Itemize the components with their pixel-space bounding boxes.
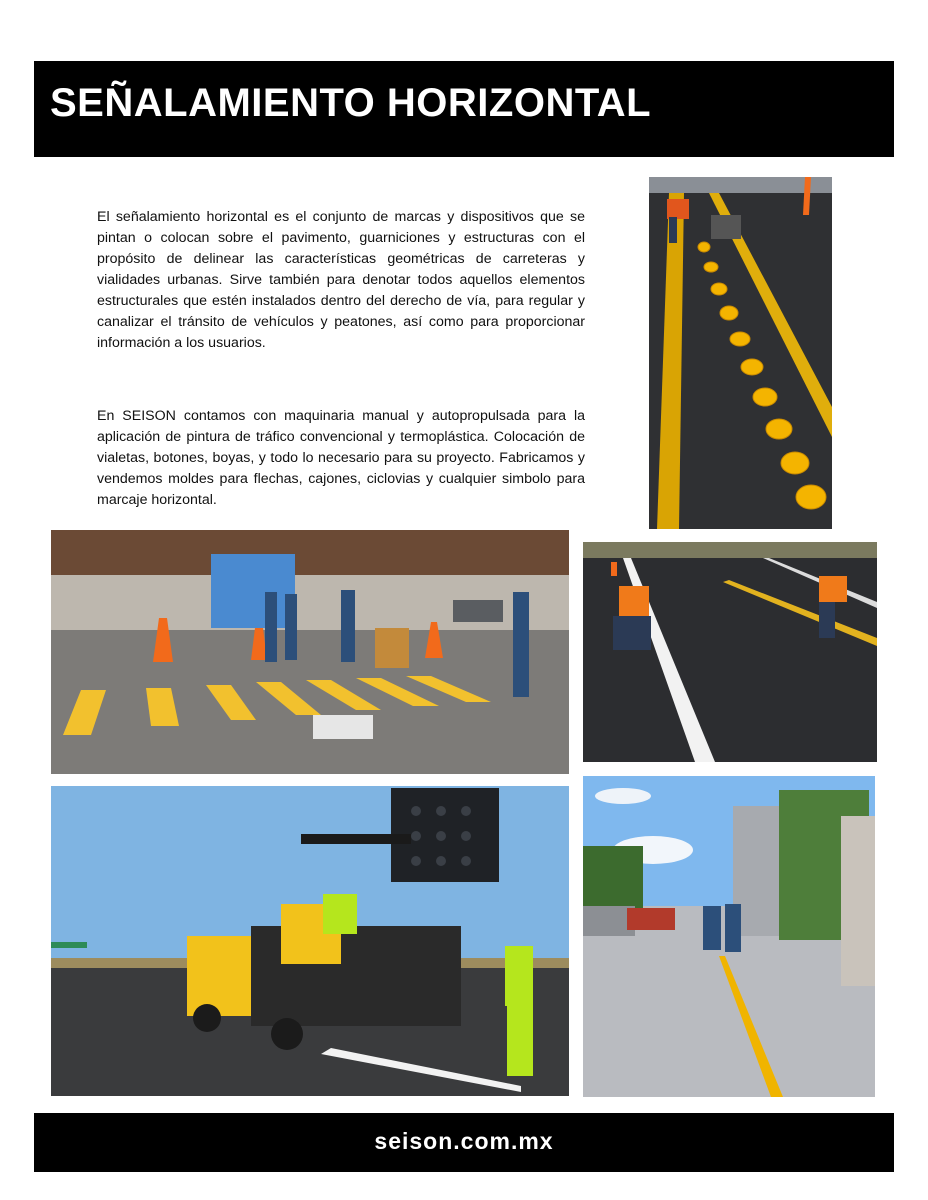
intro-paragraph: El señalamiento horizontal es el conjunto de marcas y dispositivos que se pintan o colocan sobre el pavimento, guarniciones y estructuras con el propósito de delinear las características geométricas de carreteras y vialidades urbanas. Sirve también para denotar todos aquellos elementos estructurales que estén instalados dentro del derecho de vía, para regular y canalizar el tránsito de vehículos y peatones, así como para proporcionar información a los usuarios. [97,209,585,351]
photo-highway-workers [583,542,877,762]
page-title: SEÑALAMIENTO HORIZONTAL [50,81,652,125]
photo-road-buttons [649,177,832,529]
photo-street-center-line [583,776,875,1097]
website-link[interactable]: seison.com.mx [374,1128,554,1154]
services-paragraph: En SEISON contamos con maquinaria manual y autopropulsada para la aplicación de pintura de tráfico convencional y termoplástica. Colocación de vialetas, botones, boyas, y todo lo necesario para su proyecto. Fabricamos y vendemos moldes para flechas, cajones, ciclovias y cualquier simbolo para marcaje horizontal. [97,408,585,508]
footer-banner [34,1113,894,1172]
photo-crosswalk-crew [51,530,569,774]
photo-striping-truck [51,786,569,1096]
title-banner [34,61,894,157]
